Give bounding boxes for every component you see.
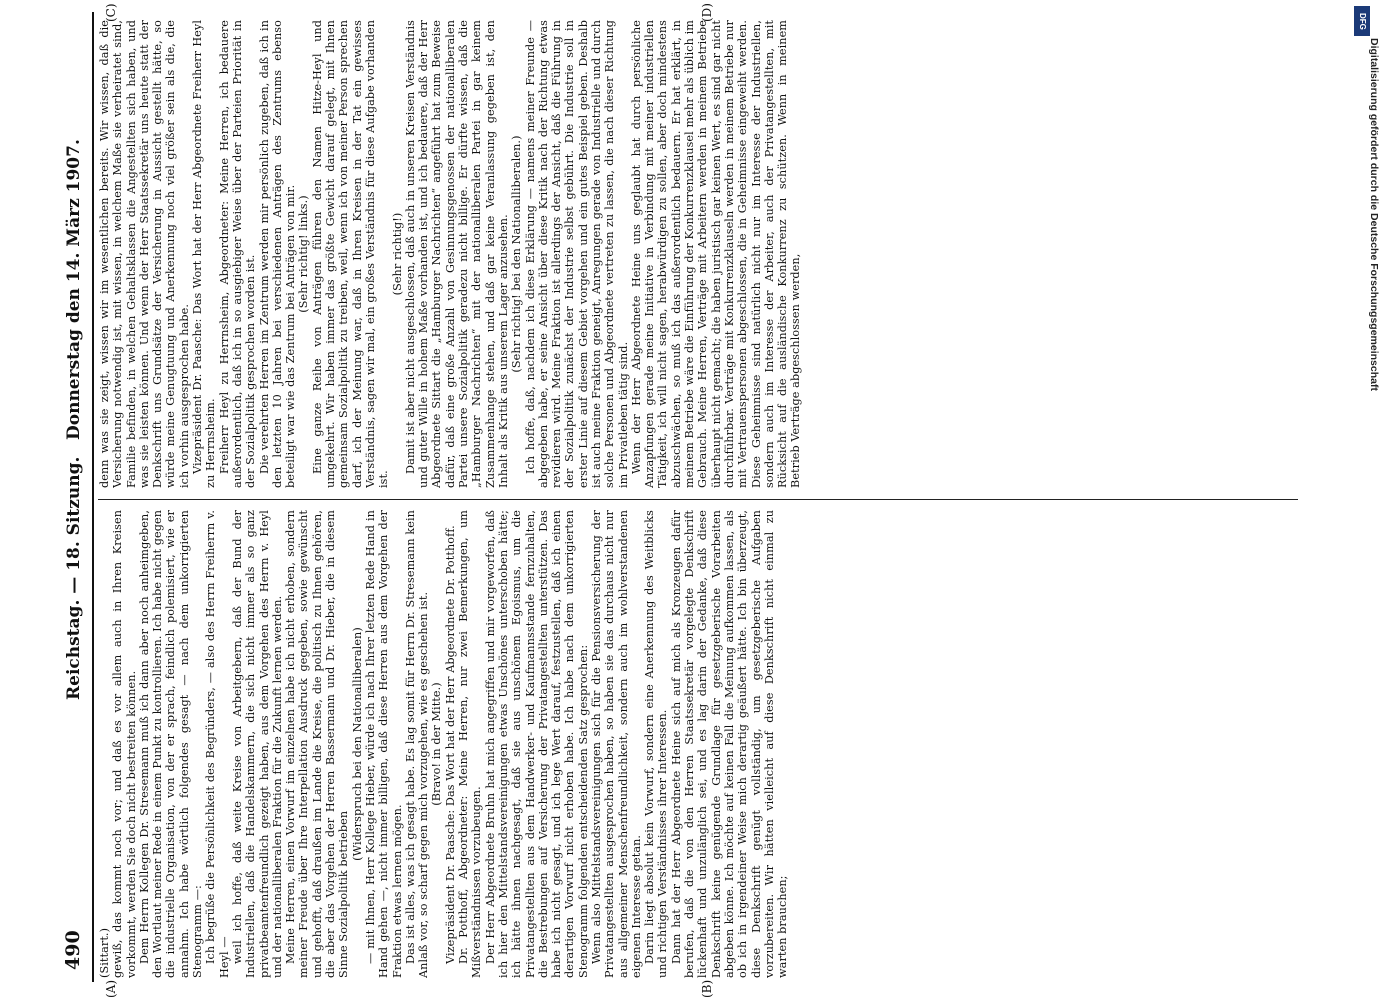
quote-paragraph: Ich begrüße die Persönlichkeit des Begründers, — also des Herrn Freiherrn v. Heyl —: [204, 510, 231, 978]
dfg-logo-icon: DFG: [1354, 6, 1370, 36]
chair-announcement: Vizepräsident Dr. Paasche: Das Wort hat der Herr Abgeordnete Dr. Potthoff.: [443, 525, 457, 964]
paragraph: Darin liegt absolut kein Vorwurf, sondern eine Anerkennung des Weitblicks und richtigen Verständnisses ihrer Interessen.: [643, 510, 670, 978]
quote-paragraph: Wenn also Mittelstandsvereinigungen sich für die Pensionsversicherung der Privatangestellten ausgesprochen haben, so haben sie das durchaus nicht nur aus allgemeiner Menschenfreundlichkeit, sondern auch im wohlverstandenen eigenen Interesse getan.: [589, 510, 643, 978]
right-running-title: Donnerstag den 14. März 1907.: [64, 139, 84, 440]
paragraph: — mit Ihnen, Herr Kollege Hieber, würde ich nach Ihrer letzten Rede Hand in Hand gehen —, nicht immer billigen, daß diese Herren aus dem Vorgehen der Fraktion etwas lernen mögen.: [363, 510, 404, 978]
interjection: (Sehr richtig!): [390, 212, 404, 296]
page-number: 490: [62, 930, 84, 970]
margin-letter-b: (B): [700, 979, 714, 998]
margin-letter-a: (A): [104, 979, 118, 998]
header-rule: [92, 12, 94, 982]
margin-letter-c: (C): [104, 3, 118, 22]
paragraph: Das ist alles, was ich gesagt habe. Es lag somit für Herrn Dr. Stresemann kein Anlaß vor, so scharf gegen mich vorzugehen, wie es geschehen ist.: [403, 510, 431, 978]
column-separator: [98, 499, 1298, 500]
paragraph: Die verehrten Herren im Zentrum werden mir persönlich zugeben, daß ich in den letzten 10 Jahren bei verschiedenen Anträgen des Zentrums ebenso beteiligt war wie das Zentrum bei Anträgen von mir.: [257, 20, 298, 488]
credit-strip: [1348, 0, 1383, 1000]
left-column: [98, 510, 1298, 978]
left-running-title: Reichstag. — 18. Sitzung.: [64, 456, 84, 700]
paragraph: Dem Herrn Kollegen Dr. Stresemann muß ich dann aber noch anheimgeben, den Wortlaut meiner Rede in einem Punkt zu kontrollieren. Ich habe nicht gegen die industrielle Organisation, von der er sprach, feindlich polemisiert, wie er annahm. Ich habe wörtlich folgendes gesagt — nach dem unkorrigierten Stenogramm —:: [137, 510, 205, 978]
interjection: (Sehr richtig! bei den Nationalliberalen.): [510, 135, 524, 373]
paragraph: Damit ist aber nicht ausgeschlossen, daß auch in unseren Kreisen Verständnis und guter Wille in hohem Maße vorhanden ist, und ich bedauere, daß der Herr Abgeordnete Sittart die „Hamburger Nachrichten“ angeführt hat zum Beweise dafür, daß eine große Anzahl von Gesinnungsgenossen der nationalliberalen Partei unsere Sozialpolitik geradezu nicht billige. Er dürfte wissen, daß die „Hamburger Nachrichten“ mit der nationalliberalen Partei in gar keinem Zusammenhange stehen, und daß gar keine Veranlassung gegeben ist, den Inhalt als Kritik aus unserem Lager anzusehen.: [403, 20, 510, 488]
right-column: [98, 20, 1298, 488]
paragraph: Der Herr Abgeordnete Bruhn hat mich angegriffen und mir vorgeworfen, daß ich hier den Mittelstandsvereinigungen etwas Unschönes unterschoben hätte; ich hätte ihnen nachgesagt, daß sie aus unschönem Egoismus, um die Privatangestellten aus dem Handwerker- und Kaufmannsstande fernzuhalten, die Bestrebungen auf Versicherung der Privatangestellten unterstützen. Das habe ich nicht gesagt, und ich lege Wert darauf, festzustellen, daß ich einen derartigen Vorwurf nicht erhoben habe. Ich habe nach dem unkorrigierten Stenogramm folgenden entscheidenden Satz gesprochen:: [483, 510, 590, 978]
paragraph: denn was sie zeigt, wissen wir im wesentlichen bereits. Wir wissen, daß die Versicherung notwendig ist, mit wissen, in welchem Maße sie verheiratet sind, Familie befinden, in welchen Gehaltsklassen die Angestellten sich haben, und was sie leisten können. Und wenn der Herr Staatssekretär uns heute statt der Denkschrift uns Grundsätze der Versicherung in Aussicht gestellt hätte, so würde meine Genugtuung und Anerkennung noch viel größer sein als die, die ich vorhin ausgesprochen habe.: [98, 20, 191, 488]
interjection: (Sehr richtig! links.): [297, 195, 311, 313]
paragraph: Dann hat der Herr Abgeordnete Heine sich auf mich als Kronzeugen dafür berufen, daß die von den Herren Staatssekretär vorgelegte Denkschrift lückenhaft und unzulänglich sei, und es lag darin der Gedanke, daß diese Denkschrift keine genügende Grundlage für gesetzgeberische Vorarbeiten abgeben könne. Ich möchte auf keinen Fall die Meinung aufkommen lassen, als ob ich in irgendeiner Weise mich derartig geäußert hätte. Ich bin überzeugt, diese Denkschrift genügt vollständig, um gesetzgeberische Aufgaben vorzubereiten. Wir hätten vielleicht auf diese Denkschrift nicht einmal zu warten brauchen;: [669, 510, 790, 978]
speaker-tag: (Sittart.): [98, 927, 111, 978]
paragraph: Meine Herren, einen Vorwurf im einzelnen habe ich nicht erhoben, sondern meiner Freude über Ihre Interpellation Ausdruck gegeben, sowie gewünscht und gehofft, daß draußen im Lande die Kreise, die politisch zu Ihnen gehören, die aber das Vorgehen der Herren Bassermann und Dr. Hieber, die in diesem Sinne Sozialpolitik betrieben: [284, 510, 351, 978]
chair-announcement: Vizepräsident Dr. Paasche: Das Wort hat der Herr Abgeordnete Freiherr Heyl zu Herrnsheim.: [191, 20, 218, 488]
paragraph: gewiß, das kommt noch vor; und daß es vor allem auch in Ihren Kreisen vorkommt, werden Sie doch nicht bestreiten können.: [111, 510, 138, 978]
digitization-credit: Digitalisierung gefördert durch die Deutsche Forschungsgemeinschaft: [1368, 38, 1380, 391]
speaker-opening: Freiherr Heyl zu Herrnsheim, Abgeordneter: Meine Herren, ich bedauere außerordentlich, daß ich in so ausgiebiger Weise über der Parteien Priorität in der Sozialpolitik gesprochen worden ist.: [217, 20, 258, 488]
paragraph: Eine ganze Reihe von Anträgen führen den Namen Hitze-Heyl und umgekehrt. Wir haben immer das größte Gewicht darauf gelegt, mit Ihnen gemeinsam Sozialpolitik zu treiben, weil, wenn ich von meiner Person sprechen darf, ich der Meinung war, daß in Ihren Kreisen in der Tat ein gewisses Verständnis, sagen wir mal, ein großes Verständnis für diese Aufgabe vorhanden ist.: [310, 20, 391, 488]
page-header: [58, 0, 92, 1000]
paragraph: Ich hoffe, daß, nachdem ich diese Erklärung — namens meiner Freunde — abgegeben habe, er seine Ansicht über diese Kritik nach der Richtung etwas revidieren wird. Meine Fraktion ist allerdings der Ansicht, daß die Führung in der Sozialpolitik zunächst der Industrie selbst gebührt. Die Industrie soll in erster Linie auf diesem Gebiet vorgehen und ein gutes Beispiel geben. Deshalb ist auch meine Fraktion geneigt, Anregungen gerade von Industrielle und durch solche Personen und Abgeordnete vertreten zu lassen, die nach dieser Richtung im Privatleben tätig sind.: [523, 20, 630, 488]
interjection: (Widerspruch bei den Nationalliberalen): [350, 627, 364, 861]
quote-paragraph: weil ich hoffe, daß weite Kreise von Arbeitgebern, daß der Bund der Industriellen, daß die Handelskammern, die sich nicht immer als so ganz privatbeamtenfreundlich gezeigt haben, aus dem Vorgehen des Herrn v. Heyl und der nationalliberalen Fraktion für die Zukunft lernen werden.: [230, 510, 284, 978]
interjection: (Bravo! in der Mitte.): [430, 682, 444, 806]
paragraph: Wenn der Herr Abgeordnete Heine uns geglaubt hat durch persönliche Anzapfungen gerade meine Initiative in Verbindung mit meiner industriellen Tätigkeit, ich will nicht sagen, herabwürdigen zu sollen, aber doch mindestens abzuschwächen, so muß ich das außerordentlich bedauern. Er hat erklärt, in meinem Betriebe wäre die Einführung der Konkurrenzklausel mehr als üblich im Gebrauch. Meine Herren, Verträge mit Arbeitern werden in meinem Betriebe überhaupt nicht gemacht; die haben juristisch gar keinen Wert, es sind gar nicht durchführbar. Verträge mit Konkurrenzklauseln werden in meinem Betriebe nur mit Vertrauenspersonen abgeschlossen, die in Geheimnisse eingeweiht werden. Diese Geheimnisse sind natürlich nicht nur im Interesse der Industriellen, sondern auch im Interesse der Arbeiter, auch der Privatangestellten, mit Rücksicht auf die ausländische Konkurrenz zu schützen. Wenn in meinem Betrieb Verträge abgeschlossen werden,: [629, 20, 803, 488]
speaker-opening: Dr. Potthoff, Abgeordneter: Meine Herren, nur zwei Bemerkungen, um Mißverständnissen vorzubeugen.: [457, 510, 484, 978]
margin-letter-d: (D): [700, 3, 714, 22]
